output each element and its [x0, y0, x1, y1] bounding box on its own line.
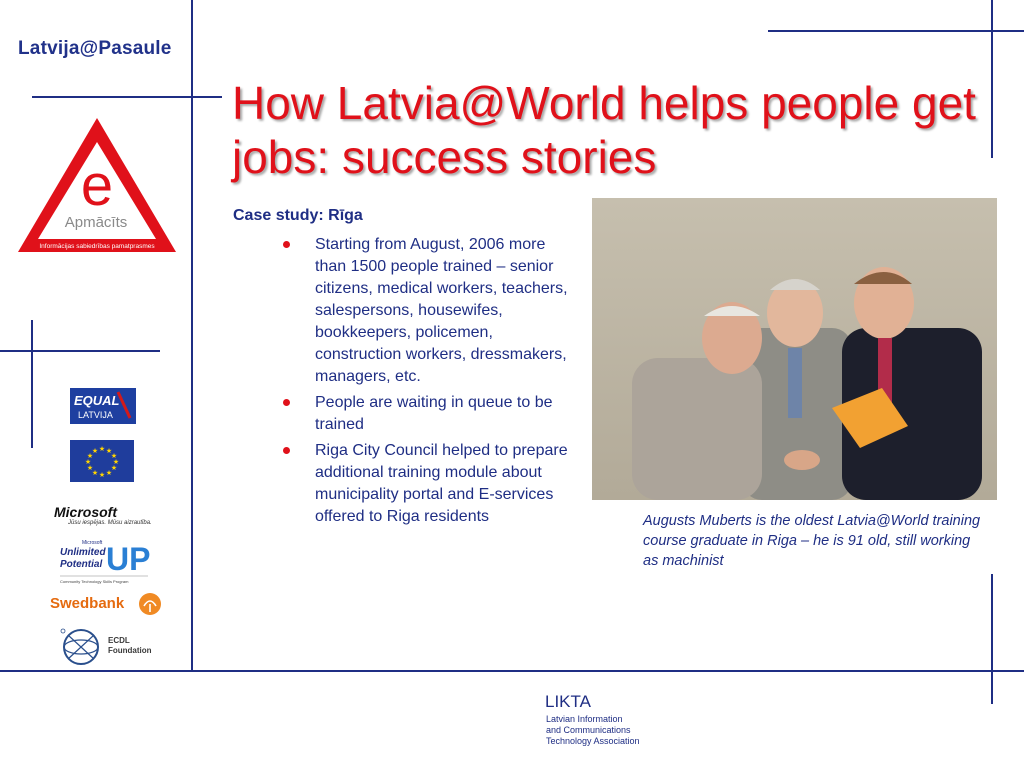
- svg-text:★: ★: [112, 458, 120, 466]
- eapmacits-tagline: Informācijas sabiedrības pamatprasmes: [39, 243, 155, 250]
- svg-text:★: ★: [105, 447, 113, 455]
- svg-text:★: ★: [105, 469, 113, 477]
- equal-line1: EQUAL: [74, 393, 120, 408]
- frame-line-top-right: [768, 30, 1024, 32]
- frame-line-mid-left-vertical: [31, 320, 33, 448]
- svg-text:★: ★: [110, 464, 118, 472]
- svg-text:★: ★: [86, 464, 94, 472]
- frame-line-mid-left: [0, 350, 160, 352]
- up-sub: Community Technology Skills Program: [60, 579, 129, 584]
- eapmacits-logo: [14, 112, 180, 258]
- up-small: Microsoft: [82, 540, 103, 546]
- bullet-dot-icon: [283, 399, 290, 406]
- likta-subtitle: [546, 714, 656, 747]
- microsoft-tagline: Jūsu iespējas. Mūsu aizrautība.: [68, 520, 152, 526]
- likta-line3: Technology Association: [546, 736, 640, 746]
- bullet-item: [283, 234, 568, 388]
- up-line1: Unlimited: [60, 547, 106, 558]
- graduates-photo: [592, 198, 997, 500]
- likta-line2: and Communications: [546, 725, 631, 735]
- frame-line-bottom-right-vertical: [991, 574, 993, 704]
- ecdl-globe-icon: [60, 627, 102, 667]
- frame-line-bottom: [0, 670, 1024, 672]
- svg-text:★: ★: [110, 452, 118, 460]
- svg-text:★: ★: [91, 469, 99, 477]
- likta-logo: LIKTA: [545, 692, 591, 711]
- svg-text:★: ★: [84, 458, 92, 466]
- svg-text:★: ★: [98, 471, 106, 479]
- swedbank-logo: Swedbank: [50, 595, 125, 612]
- equal-line2: LATVIJA: [78, 410, 113, 420]
- slide-title: How Latvia@World helps people get jobs: success stories: [232, 77, 976, 183]
- bullet-dot-icon: [283, 447, 290, 454]
- swedbank-oak-icon: [138, 592, 162, 616]
- case-study-bullets: [283, 234, 568, 532]
- bullet-text: Riga City Council helped to prepare additional training module about municipality portal and E-services offered to Riga residents: [315, 442, 568, 525]
- up-mark: UP: [106, 541, 151, 577]
- svg-text:★: ★: [91, 447, 99, 455]
- microsoft-logo: Microsoft: [54, 504, 117, 520]
- eapmacits-word: Apmācīts: [64, 214, 128, 231]
- eapmacits-letter: e: [80, 153, 114, 218]
- ecdl-line1: ECDL: [108, 636, 130, 645]
- bullet-text: Starting from August, 2006 more than 1500 people trained – senior citizens, medical workers, teachers, salespersons, housewifes, bookkeepers, policemen, construction workers, dressmakers, managers, etc.: [315, 236, 568, 385]
- ecdl-line2: Foundation: [108, 646, 152, 655]
- likta-line1: Latvian Information: [546, 714, 623, 724]
- ecdl-text: [108, 636, 152, 656]
- svg-text:★: ★: [86, 452, 94, 460]
- bullet-item: [283, 392, 568, 436]
- unlimited-potential-logo: [56, 536, 152, 586]
- frame-line-top-left: [32, 96, 222, 98]
- brand-name: Latvija@Pasaule: [18, 38, 172, 59]
- up-line2: Potential: [60, 559, 103, 570]
- eu-flag-icon: [70, 440, 134, 482]
- frame-line-left-vertical: [191, 0, 193, 672]
- equal-latvija-logo: [70, 388, 136, 424]
- bullet-text: People are waiting in queue to be trained: [315, 394, 553, 433]
- svg-text:★: ★: [98, 445, 106, 453]
- bullet-item: [283, 440, 568, 528]
- photo-caption: Augusts Muberts is the oldest Latvia@World training course graduate in Riga – he is 91 old, still working as machinist: [643, 513, 981, 569]
- bullet-dot-icon: [283, 241, 290, 248]
- case-study-heading: Case study: Rīga: [233, 207, 363, 224]
